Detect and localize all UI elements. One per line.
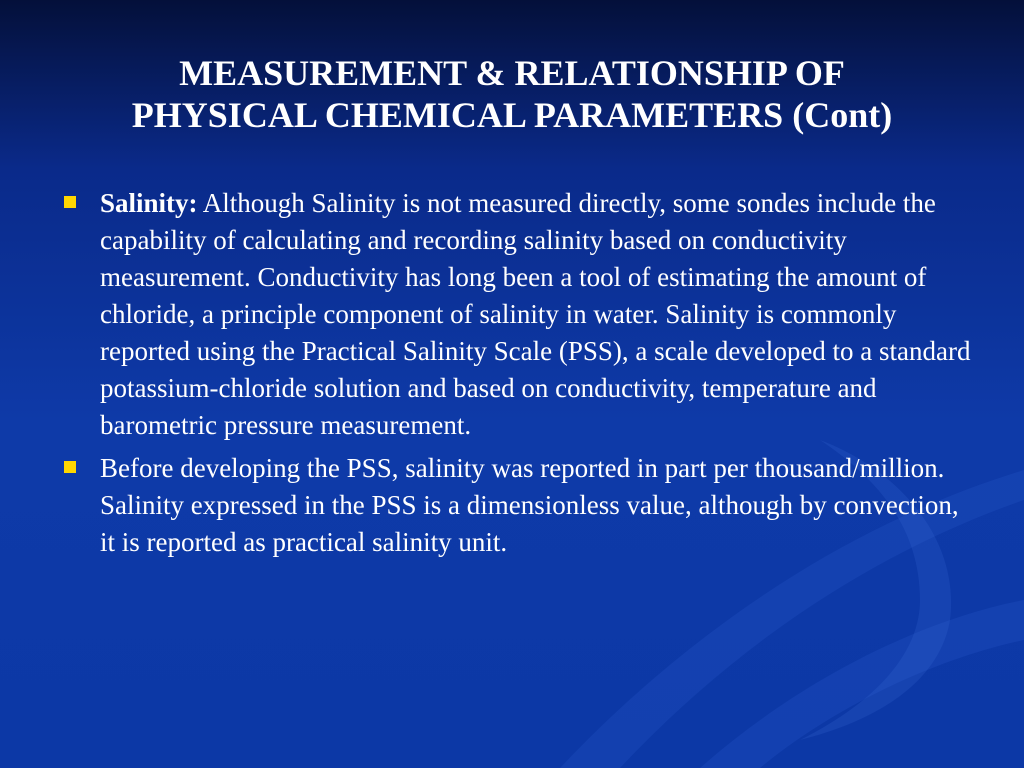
bullet-list bbox=[62, 185, 972, 567]
bullet-text: Before developing the PSS, salinity was reported in part per thousand/million. Salinity expressed in the PSS is a dimensionless value, although by convection, it is reported as practical salinity unit. bbox=[100, 453, 959, 557]
slide-title-line-1: MEASUREMENT & RELATIONSHIP OF bbox=[179, 53, 845, 93]
slide-title-line-2: PHYSICAL CHEMICAL PARAMETERS (Cont) bbox=[131, 95, 893, 135]
bullet-text: Although Salinity is not measured directly, some sondes include the capability of calculating and recording salinity based on conductivity measurement. Conductivity has long been a tool of estimating the amount of chloride, a principle component of salinity in water. Salinity is commonly reported using the Practical Salinity Scale (PSS), a scale developed to a standard potassium-chloride solution and based on conductivity, temperature and barometric pressure measurement. bbox=[100, 188, 971, 440]
bullet-item-pss-history bbox=[62, 450, 972, 561]
bullet-item-salinity bbox=[62, 185, 972, 444]
bullet-term: Salinity: bbox=[100, 188, 198, 218]
square-bullet-icon bbox=[64, 196, 76, 208]
slide-title bbox=[40, 52, 984, 136]
square-bullet-icon bbox=[64, 461, 76, 473]
